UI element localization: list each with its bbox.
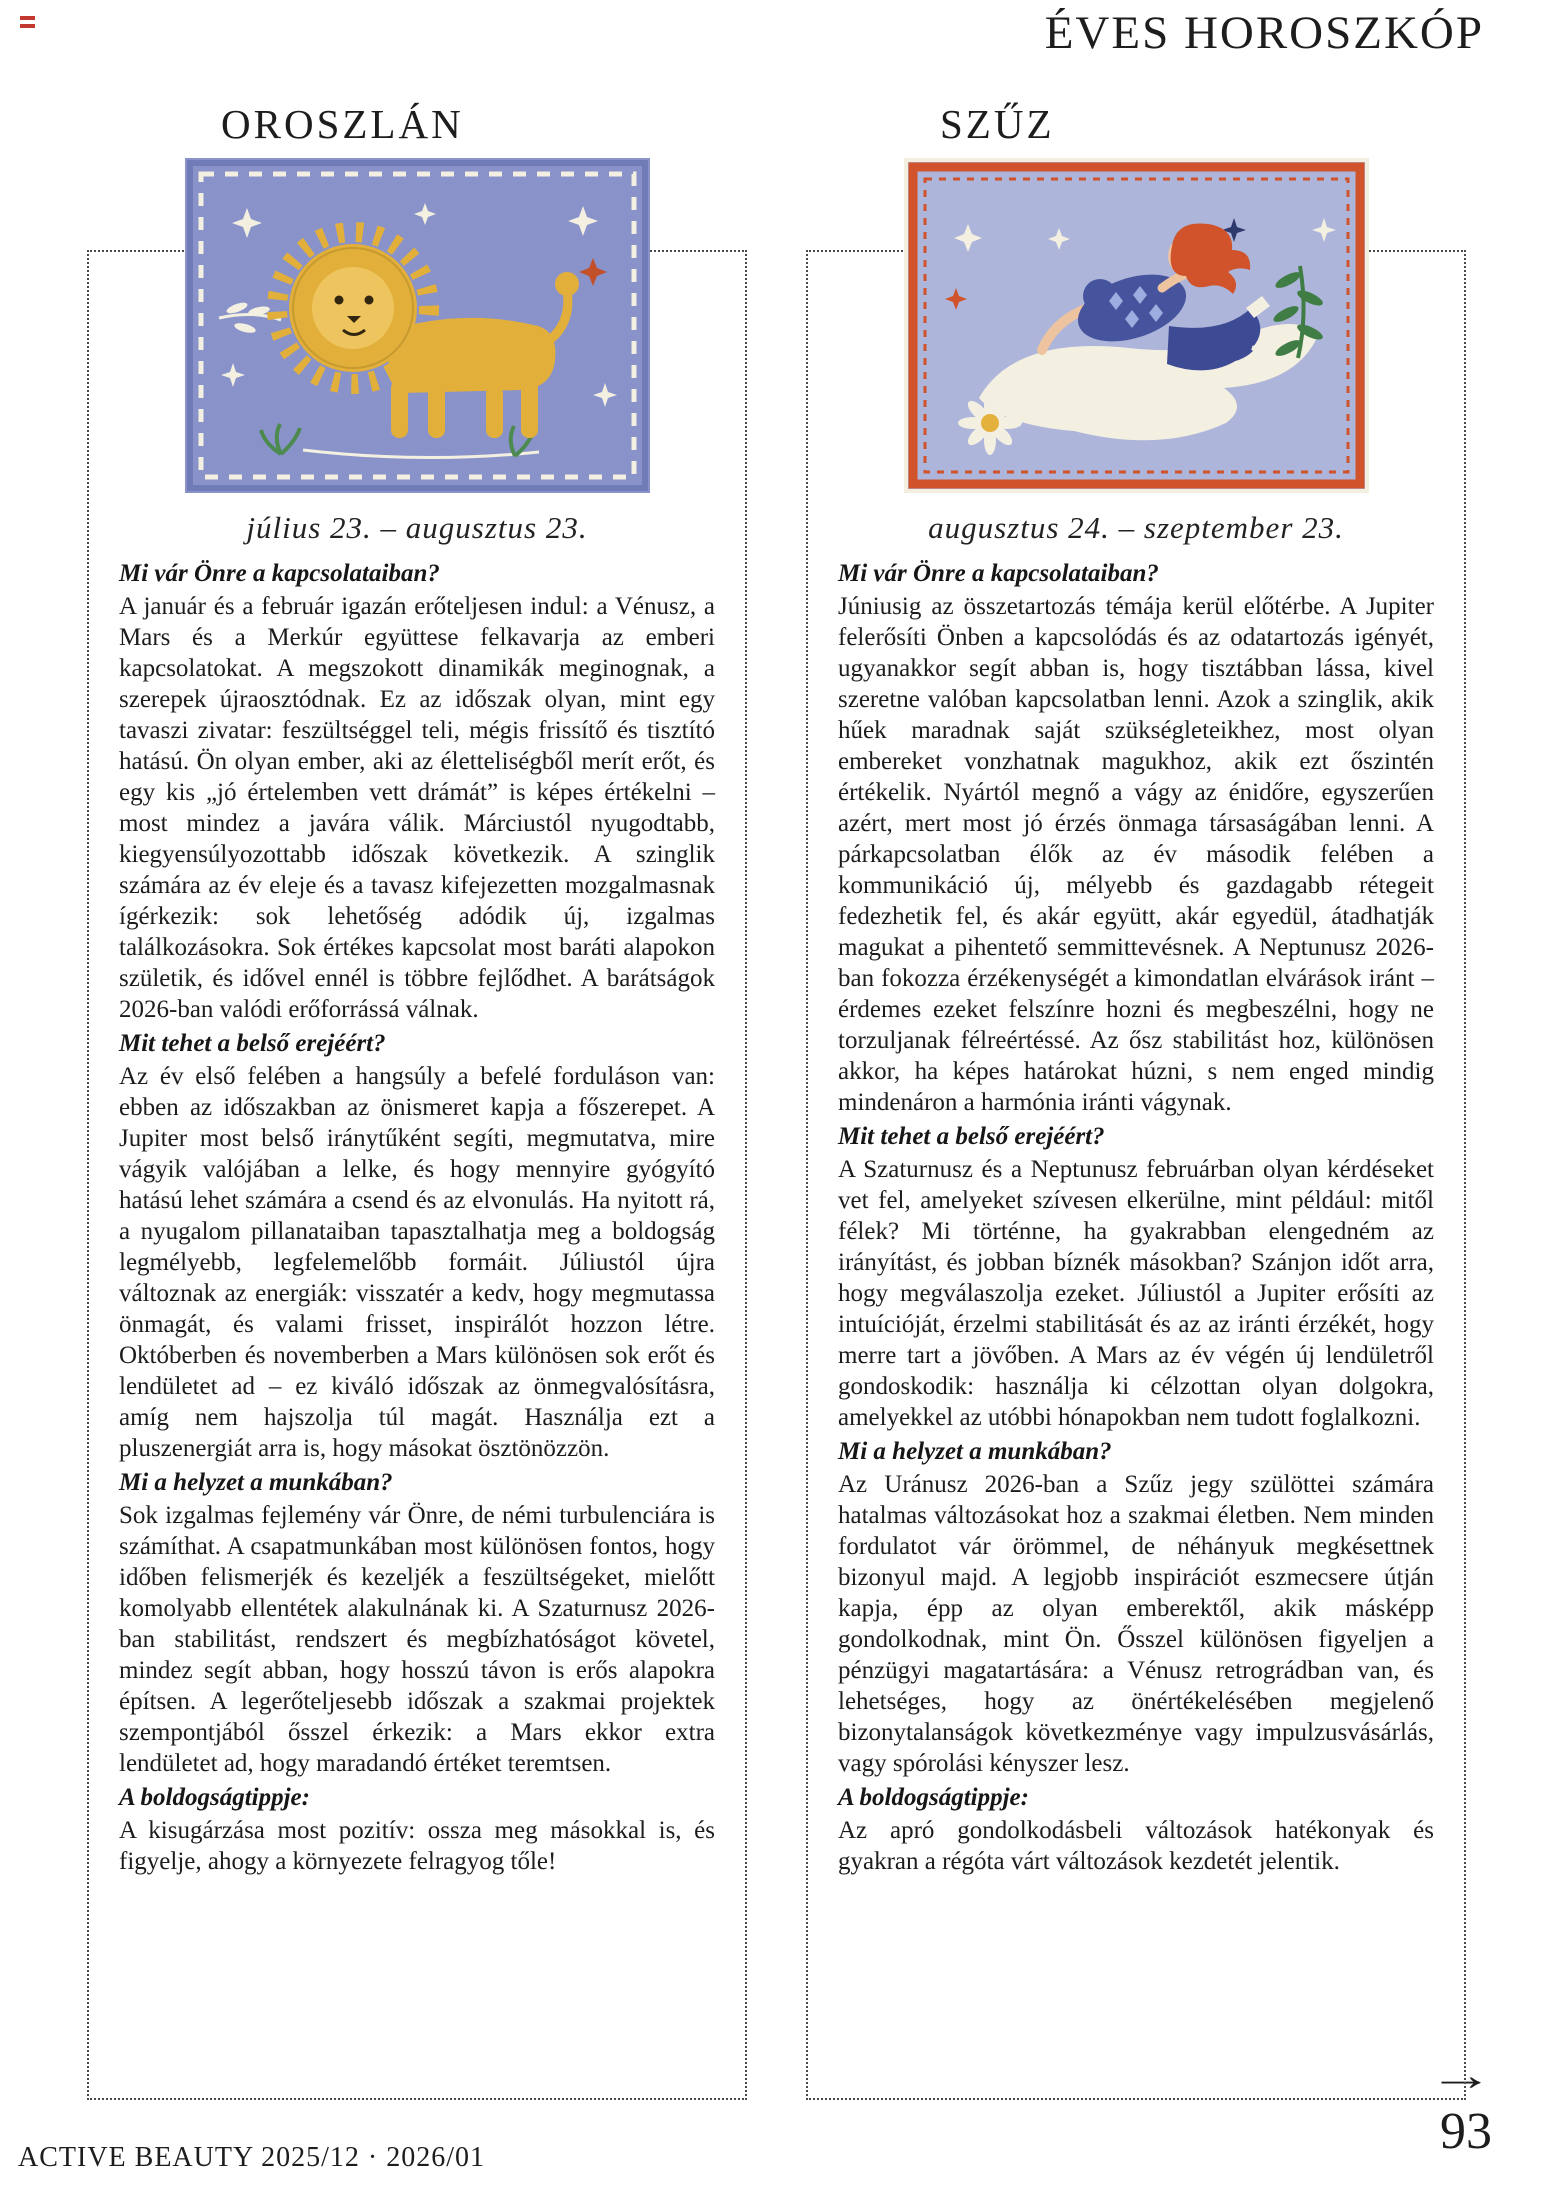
virgo-column <box>806 100 1466 1875</box>
leo-column <box>87 100 747 1875</box>
page-title: ÉVES HOROSZKÓP <box>1044 7 1484 59</box>
section-heading: Mi a helyzet a munkában? <box>119 1469 393 1496</box>
leo-title: OROSZLÁN <box>221 101 464 147</box>
leo-text-box <box>87 250 747 2100</box>
next-page-arrow-icon: → <box>1428 2051 1494 2100</box>
leo-date-range: július 23. – augusztus 23. <box>246 510 588 545</box>
section-text: Júniusig az összetartozás témája kerül előtérbe. A Jupiter felerősíti Önben a kapcsolódás és az odatartozás igényét, ugyanakkor segít abban is, hogy tisztábban lássa, kivel szeretne valóban kapcsolatban lenni. Azok a szinglik, akik hűek maradnak saját szükségleteikhez, most olyan embereket vonzhatnak magukhoz, akik ezt őszintén értékelik. Nyártól megnő a vágy az énidőre, egyszerűen azért, mert most jó érzés önmaga társaságában lenni. A párkapcsolatban élők az év második felében a kommunikáció új, mélyebb és gazdagabb rétegeit fedezhetik fel, és akár együtt, akár egyedül, átadhatják magukat a pihentető semmittevésnek. A Neptunusz 2026-ban fokozza érzékenységét a kimondatlan elvárások iránt – érdemes ezeket felszínre hozni és megbeszélni, hogy ne torzuljanak félreértéssé. Az ősz stabilitást hoz, különösen akkor, ha képes határokat húzni, s nem enged mindig mindenáron a harmónia iránti vágynak. <box>838 593 1434 1116</box>
section-heading: Mi a helyzet a munkában? <box>838 1438 1112 1465</box>
section-heading: Mi vár Önre a kapcsolataiban? <box>838 560 1159 587</box>
page-corner-logo-mark <box>20 16 35 32</box>
section-text: A kisugárzása most pozitív: ossza meg másokkal is, és figyelje, ahogy a környezete felragyog tőle! <box>119 1817 715 1875</box>
virgo-text-box <box>806 250 1466 2100</box>
logo-bar-top <box>20 16 35 20</box>
section-text: Sok izgalmas fejlemény vár Önre, de némi turbulenciára is számíthat. A csapatmunkában most különösen fontos, hogy időben felismerjék és kezeljék a feszültségeket, mielőtt komolyabb ellentétek alakulnának ki. A Szaturnusz 2026-ban stabilitást, rendszert és megbízhatóságot követel, mindez segít abban, hogy hosszú távon is erős alapokra építsen. A legerőteljesebb időszak a szakmai projektek szempontjából ősszel érkezik: a Mars ekkor extra lendületet ad, hogy maradandó értéket teremtsen. <box>119 1502 715 1777</box>
section-text: Az apró gondolkodásbeli változások hatékonyak és gyakran a régóta várt változások kezdetét jelentik. <box>838 1817 1434 1875</box>
virgo-folk-art-icon <box>904 158 1369 493</box>
section-heading: A boldogságtippje: <box>838 1784 1029 1811</box>
section-text: A Szaturnusz és a Neptunusz februárban olyan kérdéseket vet fel, amelyeket szívesen elkerülne, mint például: mitől félek? Mi történne, ha gyakrabban elengedném az irányítást, és jobban bíznék másokban? Szánjon időt arra, hogy megválaszolja ezeket. Júliustól a Jupiter erősíti az intuícióját, érzelmi stabilitását és az az iránti érzékét, hogy merre tart a jövőben. A Mars az év végén új lendületről gondoskodik: használja ki célzottan olyan dolgokra, amelyekkel az utóbbi hónapokban nem tudott foglalkozni. <box>838 1156 1434 1431</box>
magazine-issue-footer: ACTIVE BEAUTY 2025/12 · 2026/01 <box>18 2142 486 2173</box>
virgo-illustration <box>904 158 1369 493</box>
section-heading: Mit tehet a belső erejéért? <box>838 1123 1105 1150</box>
section-heading: Mit tehet a belső erejéért? <box>119 1030 386 1057</box>
lion-folk-art-icon <box>185 158 650 493</box>
virgo-date-range: augusztus 24. – szeptember 23. <box>928 510 1344 545</box>
section-text: Az Uránusz 2026-ban a Szűz jegy szülöttei számára hatalmas változásokat hoz a szakmai életben. Nem minden fordulatot vár örömmel, de néhányuk megkésettnek bizonyul majd. A legjobb inspirációt eszmecsere útján kapja, épp az olyan emberektől, akik másképp gondolkodnak, mint Ön. Ősszel különösen figyeljen a pénzügyi magatartására: a Vénusz retrográdban van, és lehetséges, hogy az önértékelésében megjelenő bizonytalanságok következménye vagy impulzusvásárlás, vagy spórolási kényszer lesz. <box>838 1471 1434 1777</box>
section-text: Az év első felében a hangsúly a befelé forduláson van: ebben az időszakban az önismeret kapja a főszerepet. A Jupiter most belső iránytűként segíti, megmutatva, mire vágyik valójában a lelke, és hogy mennyire gyógyító hatású lehet számára a csend és az elvonulás. Ha nyitott rá, a nyugalom pillanataiban tapasztalhatja meg a boldogság legmélyebb, legfelemelőbb formáit. Júliustól újra változnak az energiák: visszatér a kedv, hogy megmutassa önmagát, és valami frisset, inspirálót hozzon létre. Októberben és novemberben a Mars különösen sok erőt és lendületet ad – ez kiváló időszak az önmegvalósításra, amíg nem hajszolja túl magát. Használja ezt a pluszenergiát arra is, hogy másokat ösztönözzön. <box>119 1063 715 1462</box>
page-number: 93 <box>1440 2103 1492 2160</box>
section-text: A január és a február igazán erőteljesen indul: a Vénusz, a Mars és a Merkúr együttese felkavarja az emberi kapcsolatokat. A megszokott dinamikák meginognak, a szerepek újraosztódnak. Ez az időszak olyan, mint egy tavaszi zivatar: feszültséggel teli, mégis frissítő és tisztító hatású. Ön olyan ember, aki az életteliségből merít erőt, és egy kis „jó értelemben vett drámát” is képes értékelni – most mindez a javára válik. Márciustól nyugodtabb, kiegyensúlyozottabb időszak következik. A szinglik számára az év eleje és a tavasz kifejezetten mozgalmasnak ígérkezik: sok lehetőség adódik új, izgalmas találkozásokra. Sok értékes kapcsolat most baráti alapokon születik, és idővel ennél is többre fejlődhet. A barátságok 2026-ban valódi erőforrássá válnak. <box>119 593 715 1023</box>
virgo-title: SZŰZ <box>940 101 1055 147</box>
section-heading: A boldogságtippje: <box>119 1784 310 1811</box>
leo-illustration <box>185 158 650 493</box>
logo-bar-bottom <box>20 24 35 28</box>
section-heading: Mi vár Önre a kapcsolataiban? <box>119 560 440 587</box>
